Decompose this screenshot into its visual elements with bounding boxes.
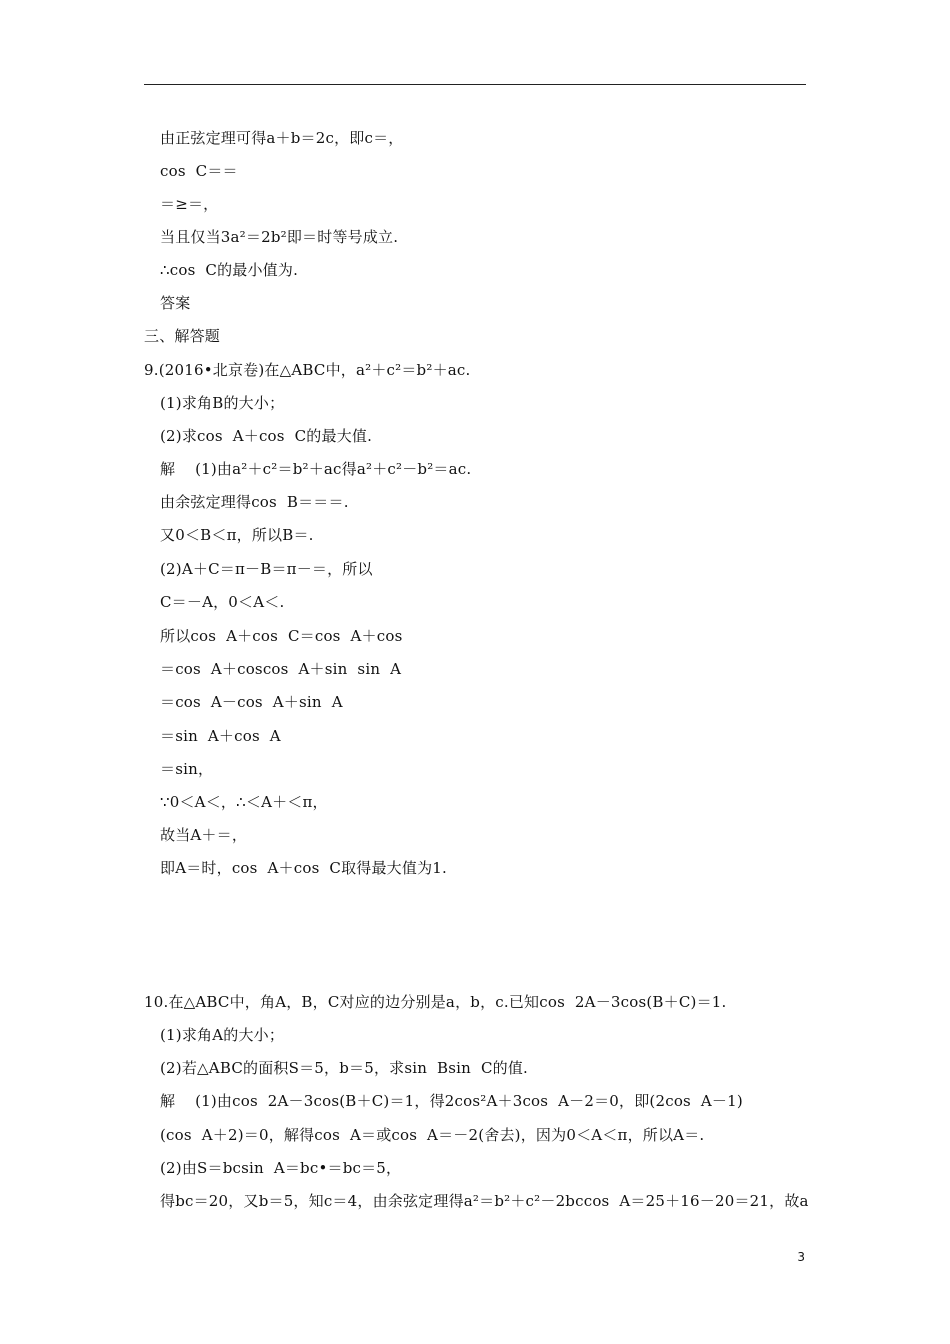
- text-line: ∵0＜A＜，∴＜A＋＜π，: [160, 793, 328, 811]
- text-line: 所以cos A＋cos C＝cos A＋cos: [160, 627, 403, 645]
- text-line: 当且仅当3a²＝2b²即＝时等号成立.: [160, 228, 399, 246]
- text-line: (cos A＋2)＝0，解得cos A＝或cos A＝－2(舍去)，因为0＜A＜π，所以A＝.: [160, 1126, 705, 1144]
- text-line: ＝sin A＋cos A: [160, 727, 281, 745]
- text-line: (2)由S＝bcsin A＝bc•＝bc＝5，: [160, 1159, 402, 1177]
- text-line: 9.(2016•北京卷)在△ABC中，a²＋c²＝b²＋ac.: [144, 361, 471, 379]
- text-line: C＝－A，0＜A＜.: [160, 593, 285, 611]
- text-line: 即A＝时，cos A＋cos C取得最大值为1.: [160, 859, 447, 877]
- text-line: 故当A＋＝，: [160, 826, 248, 844]
- text-line: cos C＝＝: [160, 162, 238, 180]
- text-line: (1)求角A的大小；: [160, 1026, 285, 1044]
- text-line: 三、解答题: [144, 327, 221, 345]
- text-line: ＝sin，: [160, 760, 214, 778]
- text-line: (2)A＋C＝π－B＝π－＝，所以: [160, 560, 373, 578]
- text-line: 答案: [160, 294, 191, 312]
- text-line: 由正弦定理可得a＋b＝2c，即c＝，: [160, 129, 404, 147]
- text-line: (2)若△ABC的面积S＝5，b＝5，求sin Bsin C的值.: [160, 1059, 529, 1077]
- text-line: 10.在△ABC中，角A，B，C对应的边分别是a，b，c.已知cos 2A－3cos(B＋C)＝1.: [144, 993, 727, 1011]
- text-line: 又0＜B＜π，所以B＝.: [160, 526, 314, 544]
- text-line: (2)求cos A＋cos C的最大值.: [160, 427, 373, 445]
- text-line: 解 (1)由a²＋c²＝b²＋ac得a²＋c²－b²＝ac.: [160, 460, 472, 478]
- text-line: ＝≥＝，: [160, 195, 219, 213]
- text-line: 由余弦定理得cos B＝＝＝.: [160, 493, 349, 511]
- text-line: 解 (1)由cos 2A－3cos(B＋C)＝1，得2cos²A＋3cos A－2＝0，即(2cos A－1): [160, 1092, 743, 1110]
- page-number: 3: [797, 1250, 805, 1264]
- text-line: ＝cos A＋coscos A＋sin sin A: [160, 660, 402, 678]
- text-line: ∴cos C的最小值为.: [160, 261, 299, 279]
- text-line: ＝cos A－cos A＋sin A: [160, 693, 343, 711]
- text-line: (1)求角B的大小；: [160, 394, 285, 412]
- text-line: 得bc＝20，又b＝5，知c＝4，由余弦定理得a²＝b²＋c²－2bccos A＝25＋16－20＝21，故a: [160, 1192, 809, 1210]
- header-rule: [144, 84, 806, 85]
